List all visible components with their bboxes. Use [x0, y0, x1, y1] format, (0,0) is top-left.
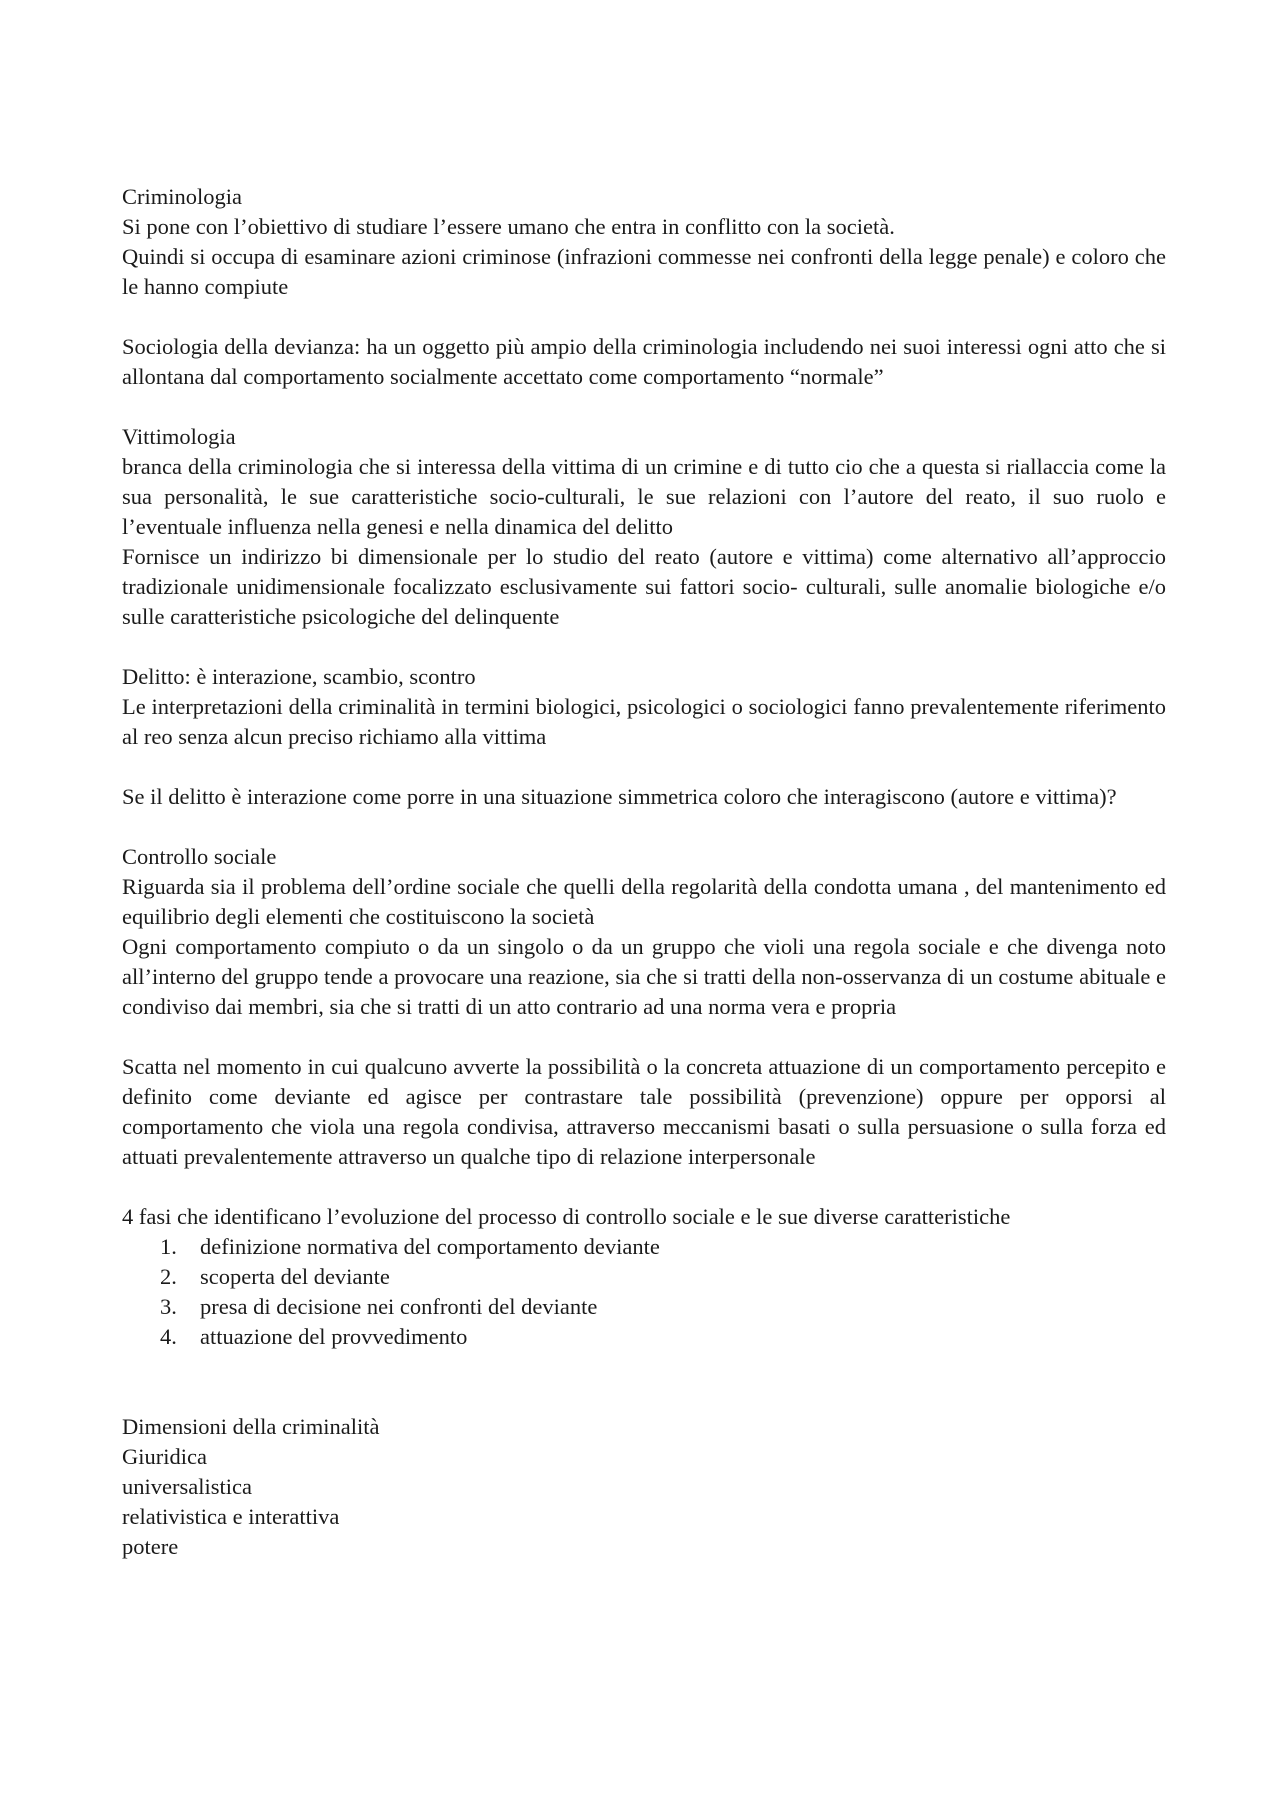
dimensioni-item: Giuridica: [122, 1444, 207, 1469]
criminologia-paragraph: Quindi si occupa di esaminare azioni criminose (infrazioni commesse nei confronti della legge penale) e coloro che le hanno compiute: [122, 244, 1166, 299]
document-page: [122, 182, 1166, 1562]
delitto-paragraph: Le interpretazioni della criminalità in termini biologici, psicologici o sociologici fanno prevalentemente riferimento al reo senza alcun preciso richiamo alla vittima: [122, 694, 1166, 749]
list-item-number: 4.: [160, 1324, 177, 1349]
list-item: [122, 1232, 1166, 1262]
list-item-text: presa di decisione nei confronti del deviante: [200, 1294, 598, 1319]
controllo-heading: Controllo sociale: [122, 844, 277, 869]
controllo-paragraph-2: Ogni comportamento compiuto o da un singolo o da un gruppo che violi una regola sociale e che divenga noto all’interno del gruppo tende a provocare una reazione, sia che si tratti della non-osservanza di un costume abituale e condiviso dai membri, sia che si tratti di un atto contrario ad una norma vera e propria: [122, 934, 1166, 1019]
list-item-text: attuazione del provvedimento: [200, 1324, 468, 1349]
list-item: [122, 1262, 1166, 1292]
delitto-question: Se il delitto è interazione come porre in una situazione simmetrica coloro che interagiscono (autore e vittima)?: [122, 784, 1117, 809]
list-item-text: scoperta del deviante: [200, 1264, 390, 1289]
list-item-text: definizione normativa del comportamento deviante: [200, 1234, 660, 1259]
vittimologia-paragraph-2: Fornisce un indirizzo bi dimensionale per lo studio del reato (autore e vittima) come alternativo all’approccio tradizionale unidimensionale focalizzato esclusivamente sui fattori socio- culturali, sulle anomalie biologiche e/o sulle caratteristiche psicologiche del delinquente: [122, 544, 1166, 629]
delitto-heading: Delitto: è interazione, scambio, scontro: [122, 664, 476, 689]
list-item-number: 2.: [160, 1264, 177, 1289]
sociologia-paragraph: Sociologia della devianza: ha un oggetto più ampio della criminologia includendo nei suoi interessi ogni atto che si allontana dal comportamento socialmente accettato come comportamento “normale”: [122, 334, 1166, 389]
list-item: [122, 1322, 1166, 1352]
criminologia-heading: Criminologia: [122, 184, 242, 209]
list-item-number: 3.: [160, 1294, 177, 1319]
fasi-list: [122, 1232, 1166, 1352]
dimensioni-item: universalistica: [122, 1474, 252, 1499]
controllo-paragraph-3: Scatta nel momento in cui qualcuno avverte la possibilità o la concreta attuazione di un comportamento percepito e definito come deviante ed agisce per contrastare tale possibilità (prevenzione) oppure per opporsi al comportamento che viola una regola condivisa, attraverso meccanismi basati o sulla persuasione o sulla forza ed attuati prevalentemente attraverso un qualche tipo di relazione interpersonale: [122, 1054, 1166, 1169]
dimensioni-item: relativistica e interattiva: [122, 1504, 340, 1529]
dimensioni-heading: Dimensioni della criminalità: [122, 1414, 380, 1439]
fasi-intro: 4 fasi che identificano l’evoluzione del processo di controllo sociale e le sue diverse caratteristiche: [122, 1204, 1011, 1229]
controllo-paragraph-1: Riguarda sia il problema dell’ordine sociale che quelli della regolarità della condotta umana , del mantenimento ed equilibrio degli elementi che costituiscono la società: [122, 874, 1166, 929]
list-item-number: 1.: [160, 1234, 177, 1259]
vittimologia-paragraph-1: branca della criminologia che si interessa della vittima di un crimine e di tutto cio che a questa si riallaccia come la sua personalità, le sue caratteristiche socio-culturali, le sue relazioni con l’autore del reato, il suo ruolo e l’eventuale influenza nella genesi e nella dinamica del delitto: [122, 454, 1166, 539]
criminologia-line: Si pone con l’obiettivo di studiare l’essere umano che entra in conflitto con la società.: [122, 214, 895, 239]
dimensioni-item: potere: [122, 1534, 179, 1559]
list-item: [122, 1292, 1166, 1322]
vittimologia-heading: Vittimologia: [122, 424, 236, 449]
